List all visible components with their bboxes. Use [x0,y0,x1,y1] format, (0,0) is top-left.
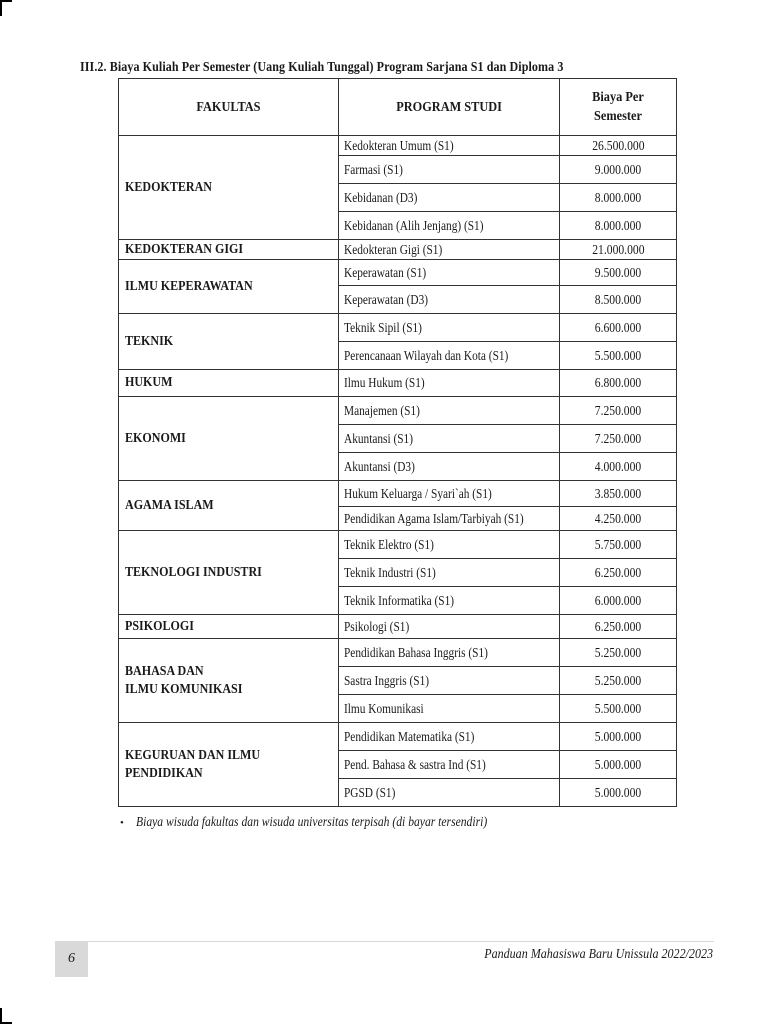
fee-value: 8.000.000 [594,189,642,205]
program-name: Pend. Bahasa & sastra Ind (S1) [344,756,486,772]
footer-title: Panduan Mahasiswa Baru Unissula 2022/2023 [484,947,713,962]
fee-cell [560,695,677,723]
fee-value: 4.250.000 [594,510,642,526]
program-cell [339,531,560,559]
program-name: Pendidikan Bahasa Inggris (S1) [344,644,488,660]
fee-value: 8.000.000 [594,217,642,233]
table-row [119,723,677,751]
fee-cell [560,240,677,260]
header-program-studi: PROGRAM STUDI [339,79,560,136]
program-name: Psikologi (S1) [344,618,410,634]
fee-value: 6.250.000 [594,618,642,634]
program-name: Farmasi (S1) [344,161,403,177]
fee-value: 5.250.000 [594,672,642,688]
program-cell [339,286,560,314]
fee-cell [560,587,677,615]
faculty-cell [119,531,339,615]
fee-value: 21.000.000 [591,241,645,257]
fee-cell [560,425,677,453]
fee-cell [560,559,677,587]
fee-value: 3.850.000 [594,485,642,501]
faculty-name: BAHASA DAN ILMU KOMUNIKASI [125,663,243,697]
faculty-name: KEDOKTERAN [125,179,212,195]
fee-cell [560,184,677,212]
table-row [119,136,677,156]
fee-value: 5.500.000 [594,347,642,363]
program-cell [339,136,560,156]
fee-cell [560,615,677,639]
fee-value: 8.500.000 [594,291,642,307]
fee-value: 7.250.000 [594,402,642,418]
fee-value: 6.250.000 [594,564,642,580]
fee-cell [560,667,677,695]
fee-value: 6.800.000 [594,375,642,390]
fee-value: 4.000.000 [594,458,642,474]
fee-value: 5.750.000 [594,536,642,552]
crop-mark-top-left-v [0,0,2,16]
program-name: Kedokteran Gigi (S1) [344,241,443,257]
table-row [119,615,677,639]
program-cell [339,723,560,751]
program-cell [339,481,560,507]
program-name: Hukum Keluarga / Syari`ah (S1) [344,485,492,501]
program-name: Kedokteran Umum (S1) [344,137,454,153]
table-row [119,260,677,286]
faculty-name: AGAMA ISLAM [125,497,214,513]
header-fakultas: FAKULTAS [119,79,339,136]
table-row [119,314,677,342]
fee-cell [560,136,677,156]
faculty-name: TEKNOLOGI INDUSTRI [125,564,262,580]
fee-cell [560,212,677,240]
program-cell [339,370,560,397]
table-header-row [119,79,677,136]
program-cell [339,695,560,723]
fee-cell [560,453,677,481]
fee-value: 26.500.000 [591,137,645,153]
program-name: Teknik Elektro (S1) [344,536,434,552]
program-cell [339,639,560,667]
program-cell [339,212,560,240]
faculty-cell [119,723,339,807]
faculty-name: HUKUM [125,375,173,390]
table-row [119,481,677,507]
program-cell [339,314,560,342]
faculty-name: EKONOMI [125,430,186,446]
program-name: Kebidanan (Alih Jenjang) (S1) [344,217,484,233]
program-cell [339,587,560,615]
faculty-name: PSIKOLOGI [125,618,194,634]
faculty-name: ILMU KEPERAWATAN [125,278,253,294]
fee-value: 6.000.000 [594,592,642,608]
fee-value: 5.500.000 [594,700,642,716]
faculty-cell [119,370,339,397]
program-cell [339,667,560,695]
table-row [119,240,677,260]
faculty-cell [119,639,339,723]
program-cell [339,425,560,453]
fee-cell [560,639,677,667]
section-heading: III.2. Biaya Kuliah Per Semester (Uang Kuliah Tunggal) Program Sarjana S1 dan Diploma 3 [80,60,564,75]
crop-mark-bottom-left-v [0,1008,2,1024]
tuition-fee-table [118,78,677,807]
faculty-cell [119,397,339,481]
faculty-name: KEGURUAN DAN ILMU PENDIDIKAN [125,747,261,781]
program-name: Akuntansi (S1) [344,430,413,446]
fee-value: 5.000.000 [594,784,642,800]
program-cell [339,507,560,531]
fee-cell [560,156,677,184]
fee-cell [560,751,677,779]
faculty-cell [119,136,339,240]
program-name: PGSD (S1) [344,784,396,800]
program-cell [339,559,560,587]
fee-value: 5.250.000 [594,644,642,660]
faculty-cell [119,314,339,370]
table-body [119,136,677,807]
fee-cell [560,342,677,370]
program-cell [339,397,560,425]
program-name: Ilmu Hukum (S1) [344,375,425,390]
program-name: Manajemen (S1) [344,402,420,418]
page-number: 6 [55,941,88,977]
faculty-cell [119,240,339,260]
program-name: Teknik Industri (S1) [344,564,436,580]
fee-value: 5.000.000 [594,728,642,744]
table-row [119,639,677,667]
faculty-name: TEKNIK [125,333,174,349]
faculty-cell [119,615,339,639]
fee-cell [560,507,677,531]
program-name: Teknik Informatika (S1) [344,592,455,608]
footnote-text: Biaya wisuda fakultas dan wisuda universitas terpisah (di bayar tersendiri) [136,814,488,829]
fee-cell [560,723,677,751]
footer-divider [88,941,714,942]
fee-value: 7.250.000 [594,430,642,446]
fee-cell [560,779,677,807]
header-biaya: Biaya Per Semester [560,79,677,136]
fee-cell [560,481,677,507]
program-cell [339,779,560,807]
fee-value: 6.600.000 [594,319,642,335]
program-name: Ilmu Komunikasi [344,700,424,716]
program-name: Sastra Inggris (S1) [344,672,430,688]
fee-cell [560,531,677,559]
program-name: Keperawatan (S1) [344,264,427,280]
fee-cell [560,397,677,425]
fee-cell [560,286,677,314]
fee-value: 9.500.000 [594,264,642,280]
program-cell [339,751,560,779]
footnote [120,814,544,830]
program-name: Pendidikan Agama Islam/Tarbiyah (S1) [344,510,524,526]
fee-cell [560,314,677,342]
bullet-icon: • [120,817,124,829]
program-cell [339,260,560,286]
program-name: Teknik Sipil (S1) [344,319,422,335]
program-name: Perencanaan Wilayah dan Kota (S1) [344,347,509,363]
table-row [119,531,677,559]
faculty-cell [119,481,339,531]
program-cell [339,615,560,639]
program-name: Kebidanan (D3) [344,189,418,205]
program-name: Pendidikan Matematika (S1) [344,728,475,744]
fee-cell [560,260,677,286]
faculty-cell [119,260,339,314]
table-row [119,370,677,397]
fee-cell [560,370,677,397]
program-cell [339,342,560,370]
program-cell [339,184,560,212]
program-name: Akuntansi (D3) [344,458,415,474]
fee-value: 5.000.000 [594,756,642,772]
program-cell [339,453,560,481]
fee-value: 9.000.000 [594,161,642,177]
table-row [119,397,677,425]
faculty-name: KEDOKTERAN GIGI [125,241,244,257]
program-cell [339,240,560,260]
program-name: Keperawatan (D3) [344,291,429,307]
program-cell [339,156,560,184]
